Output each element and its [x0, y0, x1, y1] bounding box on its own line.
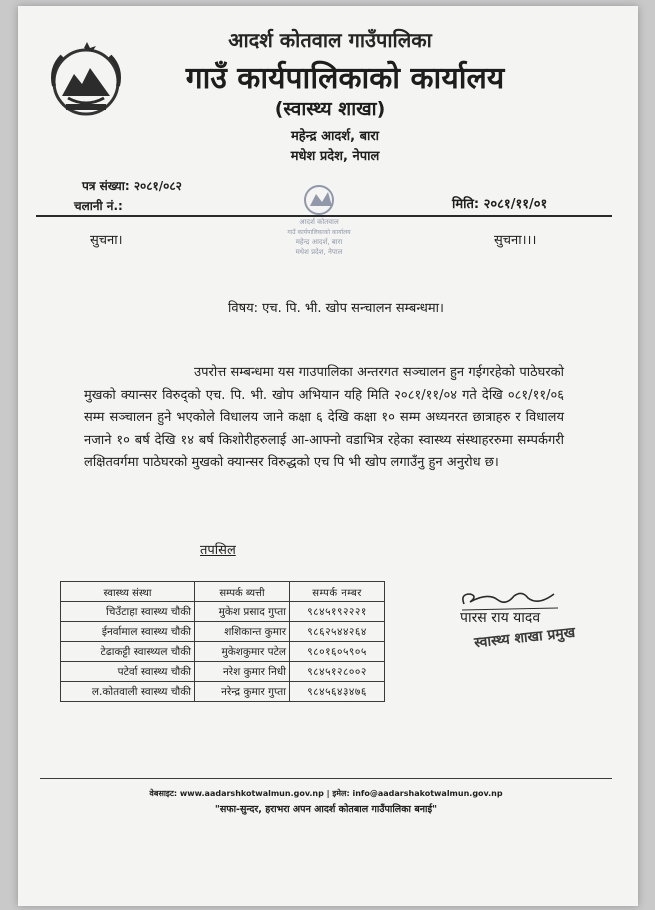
table-row: [61, 602, 385, 622]
body-text: उपरोत्त सम्बन्धमा यस गाउपालिका अन्तरगत सञ्चालन हुन गईगरहेको पाठेघरको मुखको क्यान्सर विरुद्को एच. पि. भी. खोप अभियान यहि मिति २०८१/११/०४ गते देखि ०८१/११/०६ सम्म सञ्चालन हुने भएकोले विधालय जाने कक्षा ६ देखि कक्षा १० सम्म अध्यनरत छात्राहरु र विधालय नजाने १० बर्ष देखि १४ बर्ष किशोरीहरुलाई आ-आफ्नो वडाभित्र रहेका स्वास्थ्य संस्थाहररुमा सम्पर्कगरी लक्षितवर्गमा पाठेघरको मुखको क्यान्सर विरुद्धको एच पि भी खोप लगाउँनु हुन अनुरोध छ।: [84, 365, 564, 470]
date-value: २०८१/११/०१: [483, 197, 548, 212]
cell-contact-person: मुकेशकुमार पटेल: [195, 642, 290, 662]
subject-line: विषय: एच. पि. भी. खोप सन्चालन सम्बन्धमा।: [228, 301, 444, 316]
details-heading: तपसिल: [200, 543, 236, 558]
stamp-line-4: मधेश प्रदेश, नेपाल: [295, 248, 343, 256]
cell-contact-person: नरेश कुमार निधी: [195, 662, 290, 682]
cell-contact-number: ९८४५१९२२२१: [290, 602, 385, 622]
address-line-2: मधेश प्रदेश, नेपाल: [290, 149, 380, 164]
stamp-line-1: आदर्श कोतवाल: [299, 218, 339, 226]
branch-name: (स्वास्थ्य शाखा): [274, 98, 386, 120]
cell-contact-person: नरेन्द्र कुमार गुप्ता: [195, 682, 290, 702]
office-stamp: [280, 178, 358, 264]
cell-contact-number: ९८०१६०५९०५: [290, 642, 385, 662]
header-contact-number: सम्पर्क नम्बर: [290, 582, 385, 602]
notice-left: सुचना।: [90, 233, 123, 248]
header-institution: स्वास्थ्य संस्था: [61, 582, 195, 602]
table-header-row: [61, 582, 385, 602]
table-row: [61, 642, 385, 662]
cell-contact-number: ९८६२५४४२६४: [290, 622, 385, 642]
nepal-emblem-logo: [44, 38, 128, 118]
cell-institution: टेढाकट्टी स्वास्थ्यल चौकी: [61, 642, 195, 662]
cell-contact-number: ९८४५६४३४७६: [290, 682, 385, 702]
date-label: मिति:: [452, 197, 480, 212]
office-title: गाउँ कार्यपालिकाको कार्यालय: [185, 61, 505, 96]
cell-contact-number: ९८४५१२८००२: [290, 662, 385, 682]
table-row: [61, 662, 385, 682]
letter-number-label: पत्र संख्या:: [82, 179, 130, 193]
footer-contact: वेबसाइट: www.aadarshkotwalmun.gov.np | इमेल: info@aadarshakotwalmun.gov.np: [149, 789, 503, 798]
cell-institution: ल.कोतवाली स्वास्थ्य चौकी: [61, 682, 195, 702]
signatory-title-stamp: स्वास्थ्य शाखा प्रमुख: [473, 624, 576, 652]
dispatch-number-label: चलानी नं.:: [74, 199, 123, 213]
table-row: [61, 622, 385, 642]
header-contact-person: सम्पर्क ब्यत्ती: [195, 582, 290, 602]
cell-contact-person: मुकेश प्रसाद गुप्ता: [195, 602, 290, 622]
letter-number-value: २०८१/०८२: [133, 179, 182, 193]
municipality-name: आदर्श कोतवाल गाउँपालिका: [228, 28, 432, 52]
cell-institution: ईनर्वामाल स्वास्थ्य चौकी: [61, 622, 195, 642]
letter-number: [82, 177, 182, 194]
letter-date: [452, 194, 547, 212]
signatory-name: पारस राय यादव: [460, 610, 541, 626]
cell-institution: चिउँटाहा स्वास्थ्य चौकी: [61, 602, 195, 622]
footer-divider: [40, 778, 612, 779]
stamp-line-3: महेन्द्र आदर्श, बारा: [295, 238, 343, 246]
notice-right: सुचना।।।: [494, 233, 537, 248]
contacts-table: [60, 581, 385, 702]
address-line-1: महेन्द्र आदर्श, बारा: [290, 129, 380, 144]
body-paragraph: [84, 362, 564, 475]
table-row: [61, 682, 385, 702]
footer-slogan: "सफा-सुन्दर, हराभरा अपन आदर्श कोतबाल गाउँपालिका बनाई": [214, 804, 438, 815]
stamp-line-2: गाउँ कार्यपालिकाको कार्यालय: [287, 229, 351, 236]
cell-institution: पटेर्वा स्वास्थ्य चौकी: [61, 662, 195, 682]
cell-contact-person: शशिकान्त कुमार: [195, 622, 290, 642]
